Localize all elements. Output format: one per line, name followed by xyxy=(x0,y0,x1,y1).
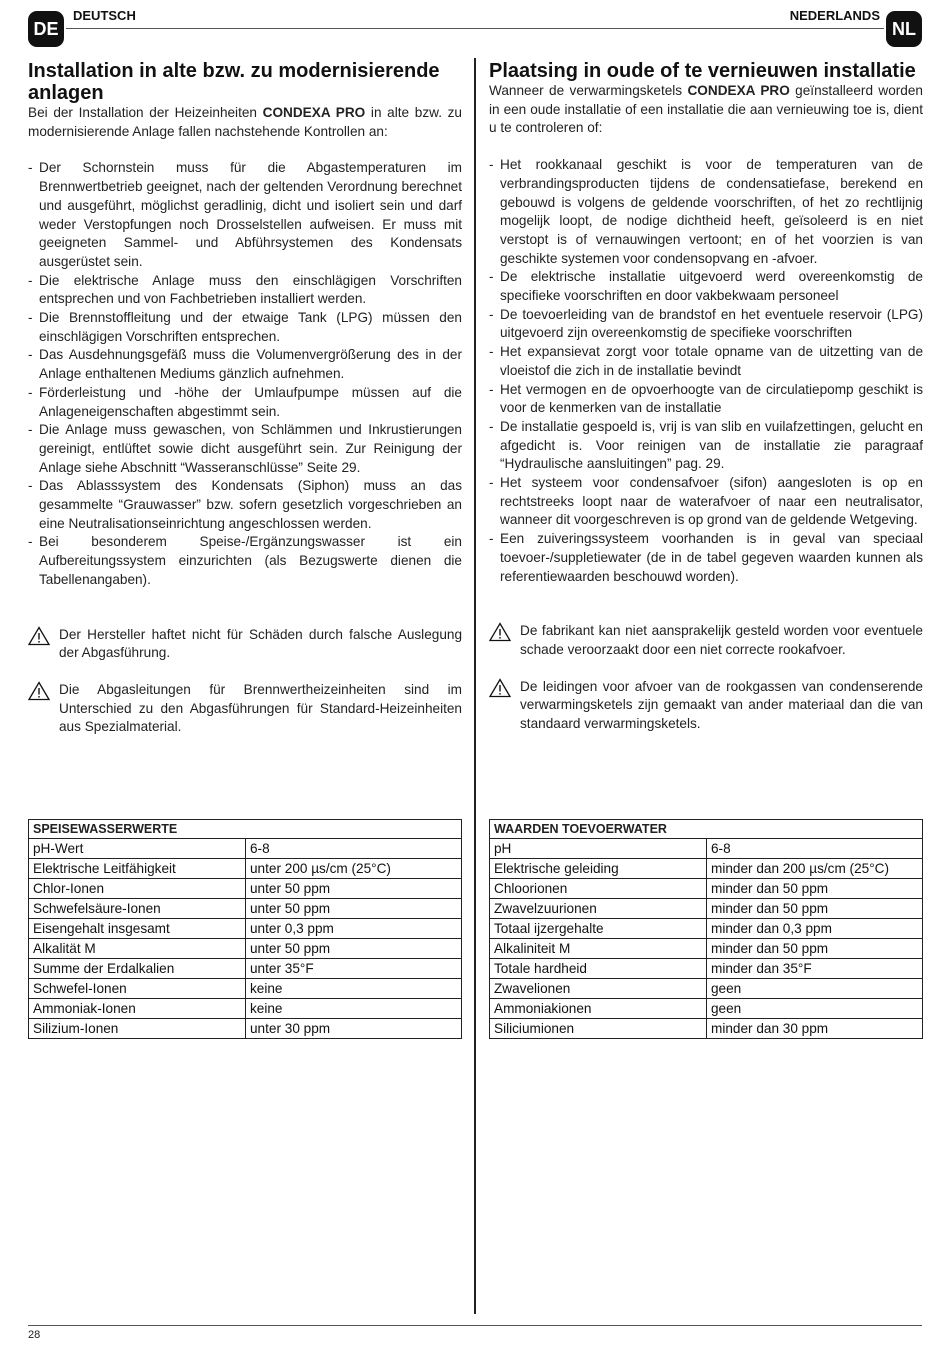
language-badge-de: DE xyxy=(28,11,64,47)
warning-text: De leidingen voor afvoer van de rookgassen van condenserende verwarmingsketels zijn gemaakt van ander materiaal dan die van standaard verwarmingsketels. xyxy=(520,678,923,732)
column-nl xyxy=(489,60,923,734)
column-divider xyxy=(474,58,476,1314)
parameter-cell: Ammoniak-Ionen xyxy=(29,999,246,1019)
parameter-cell: Schwefelsäure-Ionen xyxy=(29,899,246,919)
brand-name: CONDEXA PRO xyxy=(262,105,366,120)
table-row xyxy=(29,999,462,1019)
value-cell: 6-8 xyxy=(246,839,462,859)
language-label-de: DEUTSCH xyxy=(73,8,136,23)
intro-text: Wanneer de verwarmingsketels xyxy=(489,83,688,98)
table-row xyxy=(490,999,923,1019)
intro-nl xyxy=(489,82,923,138)
warning-triangle-icon xyxy=(28,626,50,646)
language-badge-nl: NL xyxy=(886,11,922,47)
table-row xyxy=(29,919,462,939)
intro-text: geïnstalleerd worden in een oude installatie of een installatie die aan vernieuwing toe is, dient u te controleren of: xyxy=(489,83,923,136)
parameter-cell: Zwavelzuurionen xyxy=(490,899,707,919)
parameter-cell: pH-Wert xyxy=(29,839,246,859)
parameter-cell: Ammoniakionen xyxy=(490,999,707,1019)
table-row xyxy=(29,979,462,999)
list-item: - Een zuiveringssysteem voorhanden is in geval van speciaal toevoer-/suppletiewater (de in de tabel gegeven waarden kunnen als referentiewaarden beschouwd worden). xyxy=(489,530,923,586)
language-label-nl: NEDERLANDS xyxy=(789,8,880,23)
list-item: - Förderleistung und -höhe der Umlaufpumpe müssen auf die Anlageneigenschaften abgestimmt sein. xyxy=(28,384,462,421)
value-cell: minder dan 50 ppm xyxy=(707,879,923,899)
parameter-cell: Schwefel-Ionen xyxy=(29,979,246,999)
parameter-cell: Elektrische Leitfähigkeit xyxy=(29,859,246,879)
warning-text: Die Abgasleitungen für Brennwertheizeinheiten sind im Unterschied zu den Abgasführungen für Standard-Heizeinheiten aus Spezialmaterial. xyxy=(59,681,462,735)
list-item: - Die elektrische Anlage muss den einschlägigen Vorschriften entsprechen und von Fachbetrieben installiert werden. xyxy=(28,272,462,309)
column-de xyxy=(28,60,462,737)
parameter-cell: Eisengehalt insgesamt xyxy=(29,919,246,939)
value-cell: geen xyxy=(707,999,923,1019)
value-cell: minder dan 30 ppm xyxy=(707,1019,923,1039)
parameter-cell: Chloorionen xyxy=(490,879,707,899)
table-row xyxy=(490,959,923,979)
parameter-cell: Silizium-Ionen xyxy=(29,1019,246,1039)
table-title: SPEISEWASSERWERTE xyxy=(29,820,462,839)
checklist-de xyxy=(28,159,462,589)
table-row xyxy=(29,839,462,859)
value-cell: minder dan 35°F xyxy=(707,959,923,979)
warning-triangle-icon xyxy=(28,681,50,701)
table-row xyxy=(29,879,462,899)
warning-text: De fabrikant kan niet aansprakelijk gesteld worden voor eventuele schade veroorzaakt door een niet correcte rookafvoer. xyxy=(520,623,923,657)
warning-de-1 xyxy=(28,626,462,663)
value-cell: keine xyxy=(246,979,462,999)
intro-de xyxy=(28,104,462,141)
value-cell: 6-8 xyxy=(707,839,923,859)
table-row xyxy=(29,959,462,979)
parameter-cell: Totale hardheid xyxy=(490,959,707,979)
checklist-nl xyxy=(489,156,923,586)
feedwater-table-de xyxy=(28,819,462,1039)
parameter-cell: Totaal ijzergehalte xyxy=(490,919,707,939)
warning-nl-1 xyxy=(489,622,923,659)
table-title: WAARDEN TOEVOERWATER xyxy=(490,820,923,839)
value-cell: unter 35°F xyxy=(246,959,462,979)
value-cell: unter 50 ppm xyxy=(246,879,462,899)
brand-name: CONDEXA PRO xyxy=(687,83,790,98)
table-row xyxy=(490,899,923,919)
table-row xyxy=(490,919,923,939)
value-cell: minder dan 50 ppm xyxy=(707,899,923,919)
table-row xyxy=(490,979,923,999)
list-item: - Het rookkanaal geschikt is voor de temperaturen van de verbrandingsproducten tijdens de condensatiefase, berekend en gebouwd is volgens de geldende voorschriften, of het zo rechtlijnig mogelijk loopt, de nodige dichtheid heeft, geïsoleerd is en niet verstopt is of vernauwingen vertoont; en of het voorzien is van geschikte systemen voor condensopvang en -afvoer. xyxy=(489,156,923,268)
value-cell: unter 50 ppm xyxy=(246,899,462,919)
parameter-cell: pH xyxy=(490,839,707,859)
warning-text: Der Hersteller haftet nicht für Schäden durch falsche Auslegung der Abgasführung. xyxy=(59,626,462,661)
table-row xyxy=(490,1019,923,1039)
value-cell: minder dan 50 ppm xyxy=(707,939,923,959)
list-item: - De installatie gespoeld is, vrij is van slib en vuilafzettingen, gelucht en afgedicht is. Voor reinigen van de installatie zie paragraaf “Hydraulische aansluitingen” pag. 29. xyxy=(489,418,923,474)
table-row xyxy=(490,939,923,959)
value-cell: unter 0,3 ppm xyxy=(246,919,462,939)
table-row xyxy=(29,859,462,879)
parameter-cell: Zwavelionen xyxy=(490,979,707,999)
intro-text: Bei der Installation der Heizeinheiten xyxy=(28,105,263,120)
value-cell: unter 50 ppm xyxy=(246,939,462,959)
value-cell: unter 200 µs/cm (25°C) xyxy=(246,859,462,879)
warning-triangle-icon xyxy=(489,622,511,642)
warning-de-2 xyxy=(28,681,462,737)
parameter-cell: Siliciumionen xyxy=(490,1019,707,1039)
warning-triangle-icon xyxy=(489,678,511,698)
footer-rule xyxy=(28,1325,922,1326)
intro-text: in alte bzw. zu modernisierende Anlage fallen nachstehende Kontrollen an: xyxy=(28,105,462,139)
value-cell: unter 30 ppm xyxy=(246,1019,462,1039)
list-item: - Bei besonderem Speise-/Ergänzungswasser ist ein Aufbereitungssystem einzurichten (als Bezugswerte dienen die Tabellenangaben). xyxy=(28,533,462,589)
value-cell: geen xyxy=(707,979,923,999)
section-title-nl: Plaatsing in oude of te vernieuwen installatie xyxy=(489,60,916,82)
list-item: - Het expansievat zorgt voor totale opname van de uitzetting van de vloeistof die zich in de installatie bevindt xyxy=(489,343,923,380)
list-item: - Das Ausdehnungsgefäß muss die Volumenvergrößerung des in der Anlage enthaltenen Mediums gänzlich aufnehmen. xyxy=(28,346,462,383)
table-row xyxy=(29,939,462,959)
table-row xyxy=(490,879,923,899)
parameter-cell: Alkalität M xyxy=(29,939,246,959)
list-item: - Het vermogen en de opvoerhoogte van de circulatiepomp geschikt is voor de kenmerken van de installatie xyxy=(489,381,923,418)
list-item: - De toevoerleiding van de brandstof en het eventuele reservoir (LPG) uitgevoerd zijn overeenkomstig de specifieke voorschriften xyxy=(489,306,923,343)
table-row xyxy=(490,839,923,859)
list-item: - Der Schornstein muss für die Abgastemperaturen im Brennwertbetrieb geeignet, nach der geltenden Verordnung berechnet und ausgeführt, möglichst geradlinig, dicht und isoliert sein und darf weder Verstopfungen noch Drosselstellen aufweisen. Er muss mit geeigneten Sammel- und Abführsystemen des Kondensats ausgerüstet sein. xyxy=(28,159,462,271)
list-item: - Het systeem voor condensafvoer (sifon) aangesloten is op en rechtstreeks loopt naar de waterafvoer of naar een neutralisator, wanneer dit voorgeschreven is op grond van de geldende Wetgeving. xyxy=(489,474,923,530)
parameter-cell: Summe der Erdalkalien xyxy=(29,959,246,979)
table-row xyxy=(29,899,462,919)
parameter-cell: Chlor-Ionen xyxy=(29,879,246,899)
value-cell: minder dan 0,3 ppm xyxy=(707,919,923,939)
value-cell: keine xyxy=(246,999,462,1019)
value-cell: minder dan 200 µs/cm (25°C) xyxy=(707,859,923,879)
parameter-cell: Alkaliniteit M xyxy=(490,939,707,959)
section-title-de: Installation in alte bzw. zu modernisierende anlagen xyxy=(28,60,440,104)
list-item: - Die Anlage muss gewaschen, von Schlämmen und Inkrustierungen gereinigt, entlüftet sowie dicht ausgeführt sein. Zur Reinigung der Anlage siehe Abschnitt “Wasseranschlüsse” Seite 29. xyxy=(28,421,462,477)
page-number: 28 xyxy=(28,1329,41,1341)
list-item: - Die Brennstoffleitung und der etwaige Tank (LPG) müssen den einschlägigen Vorschriften entsprechen. xyxy=(28,309,462,346)
table-row xyxy=(490,859,923,879)
warning-nl-2 xyxy=(489,678,923,734)
table-row xyxy=(29,1019,462,1039)
parameter-cell: Elektrische geleiding xyxy=(490,859,707,879)
header-rule xyxy=(66,28,884,29)
list-item: - De elektrische installatie uitgevoerd werd overeenkomstig de specifieke voorschriften en door vakbekwaam personeel xyxy=(489,268,923,305)
list-item: - Das Ablasssystem des Kondensats (Siphon) muss an das gesammelte “Grauwasser” bzw. sofern gesetzlich vorgeschrieben an eine Neutralisationseinrichtung angeschlossen werden. xyxy=(28,477,462,533)
feedwater-table-nl xyxy=(489,819,923,1039)
